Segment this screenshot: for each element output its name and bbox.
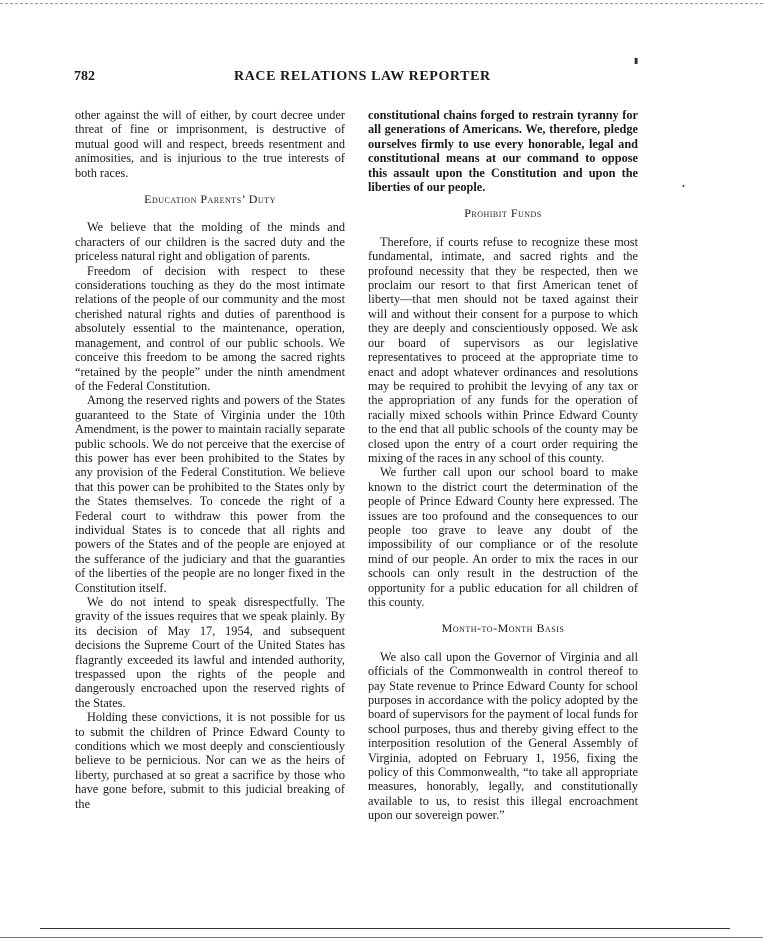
left-paragraph-4: We do not intend to speak disrespectfully. The gravity of the issues requires that we speak plainly. By its decision of May 17, 1954, and subsequent decisions the Supreme Court of the United States has flagrantly exceeded its lawful and intended authority, trespassed upon the rights of the people and dangerously encroached upon the reserved rights of the States. <box>75 595 345 710</box>
left-paragraph-5: Holding these convictions, it is not possible for us to submit the children of Prince Edward County to conditions which we most deeply and conscientiously believe to be pernicious. Nor can we as the heirs of liberty, purchased at so great a sacrifice by those who have gone before, submit to this judicial breaking of the <box>75 710 345 811</box>
top-dashed-rule <box>0 3 763 4</box>
bottom-edge-rule <box>0 937 763 938</box>
left-column <box>75 108 345 811</box>
running-title: RACE RELATIONS LAW REPORTER <box>234 69 491 84</box>
right-column <box>368 108 638 823</box>
left-paragraph-2: Freedom of decision with respect to these considerations touching as they do the most intimate relations of the people of our community and the most cherished natural rights and duties of parenthood is absolutely essential to the maintenance, operation, management, and control of our public schools. We conceive this freedom to be among the sacred rights “retained by the people” under the ninth amendment of the Federal Constitution. <box>75 263 345 393</box>
left-opening-paragraph: other against the will of either, by court decree under threat of fine or imprisonment, is destructive of mutual good will and respect, breeds resentment and animosities, and is injurious to the true interests of both races. <box>75 108 345 180</box>
scan-speck: • <box>682 182 685 191</box>
right-opening-paragraph: constitutional chains forged to restrain tyranny for all generations of Americans. We, therefore, pledge ourselves firmly to use every honorable, legal and constitutional means at our command to oppose this assault upon the Constitution and upon the liberties of our people. <box>368 108 638 195</box>
left-paragraph-1: We believe that the molding of the minds and characters of our children is the sacred duty and the priceless natural right and obligation of parents. <box>75 220 345 264</box>
heading-prohibit-funds: Prohibit Funds <box>464 206 542 221</box>
bottom-rule <box>40 928 730 929</box>
left-paragraph-3: Among the reserved rights and powers of the States guaranteed to the State of Virginia under the 10th Amendment, is the power to maintain racially separate public schools. We do not perceive that the exercise of this power has ever been prohibited to the States by any provision of the Federal Constitution. We believe that this power can be prohibited to the States only by the States themselves. To concede the right of a Federal court to withdraw this power from the individual States is to concede that all rights and powers of the States and of the people are enjoyed at the sufferance of the judiciary and that the guaranties of the liberties of the people are no longer fixed in the Constitution itself. <box>75 393 345 595</box>
heading-education-parents-duty: Education Parents’ Duty <box>144 192 276 207</box>
right-paragraph-2: We further call upon our school board to make known to the district court the determination of the people of Prince Edward County here expressed. The issues are too profound and the consequences to our people too grave to leave any doubt of the impossibility of our compliance or of the resolute mind of our people. An order to mix the races in our schools can only result in the destruction of the opportunity for a public education for all children of this county. <box>368 465 638 609</box>
page-header <box>74 69 640 89</box>
right-paragraph-3: We also call upon the Governor of Virginia and all officials of the Commonwealth in control thereof to pay State revenue to Prince Edward County for school purposes in accordance with the policy adopted by the board of supervisors for the payment of local funds for school purposes, thus and thereby giving effect to the interposition resolution of the General Assembly of Virginia, adopted on February 1, 1956, fixing the policy of this Commonwealth, “to take all appropriate measures, honorably, legally, and constitutionally available to us, to resist this illegal encroachment upon our sovereign power.” <box>368 649 638 823</box>
scan-speck: ▮ <box>634 56 639 65</box>
heading-month-to-month-basis: Month-to-Month Basis <box>441 621 565 636</box>
right-paragraph-1: Therefore, if courts refuse to recognize these most fundamental, intimate, and sacred rights and the profound necessity that they be respected, then we proclaim our resort to that first American tenet of liberty—that men should not be taxed against their will and without their consent for a purpose to which they are deeply and conscientiously opposed. We ask our board of supervisors as our legislative representatives to proceed at the appropriate time to enact and adopt whatever ordinances and resolutions may be required to prohibit the levying of any tax or the appropriation of any funds for the operation of racially mixed schools within Prince Edward County to the end that all public schools of the county may be closed upon the entry of a court order requiring the mixing of the races in any school of this county. <box>368 234 638 465</box>
page-number: 782 <box>74 69 95 84</box>
